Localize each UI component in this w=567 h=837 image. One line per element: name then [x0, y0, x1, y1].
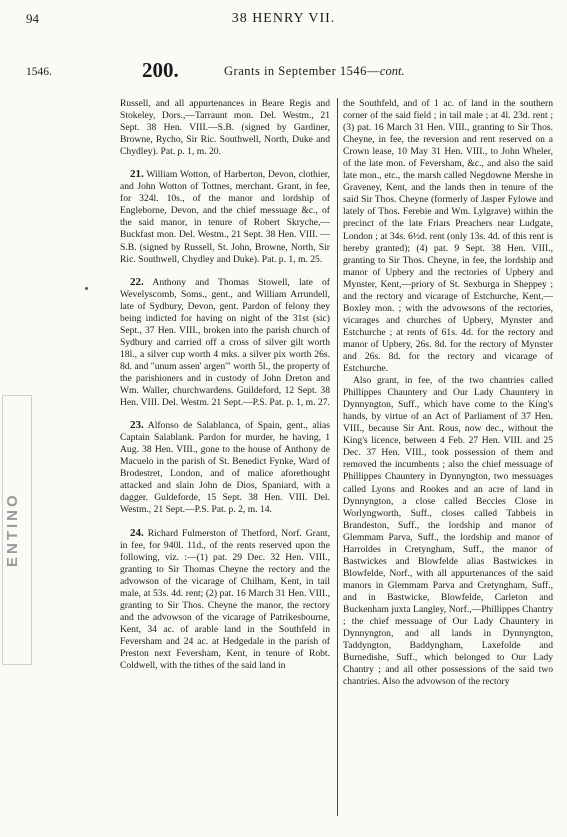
library-stamp: ENTINO — [4, 492, 21, 568]
section-title-main: Grants in September 1546— — [224, 64, 380, 78]
entry-24 — [120, 527, 330, 673]
column-divider — [337, 98, 338, 816]
entry-text: William Wotton, of Harberton, Devon, clothier, and John Wotton of Tottnes, merchant. Grant, in fee, for 324l. 10s., of the manor and lordship of Engleborne, Devon, and the chief messuage &c., of the said manor, in tenure of Robert Skryche,—Buckfast mon. Del. Westm., 21 Sept. 38 Hen. VIII. — S.B. (signed by Russell, St. John, Browne, North, Sir Ric. Southwell, Chydley and Duke). Pat. p. 1, m. 25. — [120, 169, 330, 265]
section-title — [224, 64, 405, 79]
right-paragraph: Also grant, in fee, of the two chantries called Phillippes Chauntery and Our Lady Chauntery in Dynnyngton, Suff., which have come to the King's hands, by virtue of an Act of Parliament of 37 Hen. VIII., because Sir Ant. Rous, now dec., without the King's licence, between 4 Feb. 27 Hen. VIII. and 25 Dec. 37 Hen. VIII., took possession of them and removed the incumbents ; also the chief messuage of Phillippes Chauntery in Dynnyngton, two messuages called Lyons and Rookes and an acre of land in Dynnyngton, a close called Beccles Close in Worlyngworth, Suff., closes called Tabbeis in Brandeston, Suff., the lordship and manor of Glemmam Parva, Suff., the lordship and manor of Harroldes in Cretyngham, Suff., the manor of Bastwickes and Blowfelde alias Bastwickes in Blowfelde, Norf., with all appurtenances of the said manors in Glemmam Parva and Cretyngham, Suff., and in Bastwicke, Blowfelde, Carleton and Buckenham juxta Langley, Norf.,—Phillippes Chantry ; the chief messuage of Our Lady Chauntery in Dynnyngton, and all lands in Dynnyngton, Taddyngton, Baddyngham, Laxefolde and Burnedishe, Suff., which belonged to Our Lady Chantry ; and all other possessions of the said two chantries. Also the advowson of the rectory — [343, 375, 553, 688]
entry-text: Richard Fulmerston of Thetford, Norf. Grant, in fee, for 940l. 11d., of the rents reserved upon the following, viz. :—(1) pat. 29 Dec. 32 Hen. VIII., granting to Sir Thomas Cheyne the rectory and the advowson of the vicarage of Chilham, Kent, in tail male, at 53s. 4d. rent; (2) pat. 16 March 31 Hen. VIII., granting to Sir Thos. Cheyne the manor, the rectory and the advowson of the vicarage of Patrikesbourne, Kent, 34 ac. of arable land in the Southfeld in Feversham and 24 ac. at Hedgedale in the parish of Preston next Feversham, Kent, in tenure of Robt. Coldwell, with the tithes of the said land in — [120, 527, 330, 672]
entry-21 — [120, 168, 330, 265]
year-marker: 1546. — [26, 66, 52, 78]
entry-text: Anthony and Thomas Stowell, late of Wevelyscomb, Soms., gent., and William Arrundell, late of Sydbury, Devon, gent. Pardon of felony they being indicted for having on night of the 31st (sic) Sept., 37 Hen. VIII., broken into the parish church of Sydbury and carried off a cross of silver gilt worth 18l., a silver cup worth 4 mks. a silver pix worth 26s. 8d. and "unum assen' argen'" worth 5l., the property of the parishioners and in custody of John Dreton and Wm. Waller, churchwardens. Guildeford, 12 Sept. 38 Hen. VIII. Del. Westm. 21 Sept.—P.S. Pat. p. 1, m. 27. — [120, 276, 330, 409]
entry-number: 22. — [130, 275, 144, 288]
entry-22 — [120, 276, 330, 410]
left-column — [120, 98, 330, 672]
section-title-cont: cont. — [379, 64, 405, 78]
entry-number: 23. — [130, 419, 144, 432]
continued-entry-text: Russell, and all appurtenances in Beare Regis and Stokeley, Dors.,—Tarraunt mon. Del. Westm., 21 Sept. 38 Hen. VIII.—S.B. (signed by Gardiner, Browne, Rycho, Sir Ric. Southwell, North, Duke and Chydley). Pat. p. 1, m. 20. — [120, 98, 330, 158]
margin-mark — [85, 287, 88, 290]
entry-text: Alfonso de Salablanca, of Spain, gent., alias Captain Salablank. Pardon for murder, he having, 1 Aug. 38 Hen. VIII., gone to the house of Anthony de Macuelo in the parish of St. Benedict Fynke, Ward of Brodestret, London, and of malice aforethought attacked and slain John de Dios, Spaniard, with a dagger. Guldeforde, 15 Sept. 38 Hen. VIII. Del. Westm., 21 Sept.—P.S. Pat. p. 2, m. 14. — [120, 420, 331, 516]
section-number: 200. — [142, 58, 179, 82]
right-paragraph: the Southfeld, and of 1 ac. of land in the southern corner of the said field ; in tail male ; at 4l. 23d. rent ; (3) pat. 16 March 31 Hen. VIII., granting to Sir Thos. Cheyne, in fee, the reversion and rent reserved on a Crown lease, 10 May 31 Hen. VIII., to John Wheler, of the late mon. of Feversham, &c., and also the said late mon., etc., the marsh called Negdowne Mershe in Graveney, Kent, and the lands then in tenure of the said Sir Thos. Cheyne (formerly of Jasper Fylowe and lately of Thos. Ferebie and Wm. Lylgrave) within the precinct of the late Friars Preachers near Ludgate, London ; at 34s. 6½d. rent (only 13s. 4d. of this rent is hereby granted); (4) pat. 9 Sept. 38 Hen. VIII., granting to Sir Thos. Cheyne, in fee, the lordship and manor of Upbery and the rectories of Upbery and Mynster, Kent,—priory of St. Sexburga in Sheppey ; and the rectory and vicarage of Estchurche, Kent,—Boxley mon. ; with the advowsons of the rectories, vicarages and churches of Upbery, Mynster and Estchurche ; at rents of 61s. 4d. for the rectory and manor of Upbery, 26s. 8d. for the rectory of Mynster and 26s. 8d. for the rectory and vicarage of Estchurche. — [343, 98, 553, 375]
entry-number: 21. — [130, 168, 144, 181]
running-title: 38 HENRY VII. — [231, 11, 336, 26]
page-number: 94 — [26, 11, 39, 26]
entry-23 — [120, 419, 330, 516]
entry-number: 24. — [130, 526, 144, 539]
right-column — [343, 98, 553, 688]
